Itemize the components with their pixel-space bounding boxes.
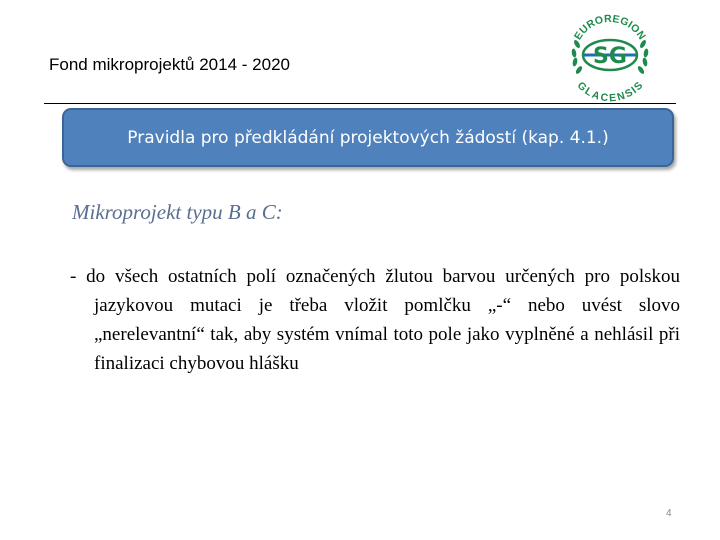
body-paragraph: - do všech ostatních polí označených žlutou barvou určených pro polskou jazykovou mutaci je třeba vložit pomlčku „-“ nebo uvést slovo „nerelevantní“ tak, aby systém vnímal toto pole jako vyplněné a nehlásil při finalizaci chybovou hlášku [70, 266, 680, 374]
euroregion-glacensis-logo [560, 6, 660, 102]
svg-text:SG: SG [593, 44, 627, 69]
logo-text-bottom: GLACENSIS [574, 79, 646, 102]
sg-monogram-icon [583, 40, 637, 70]
logo-text-top: EUROREGION [571, 12, 649, 43]
banner-title: Pravidla pro předkládání projektových žádostí (kap. 4.1.) [127, 127, 609, 148]
header-divider [44, 103, 676, 104]
page-number: 4 [666, 508, 672, 519]
section-banner [62, 108, 674, 167]
subheading: Mikroprojekt typu B a C: [72, 200, 283, 224]
page-title: Fond mikroprojektů 2014 - 2020 [49, 55, 290, 74]
